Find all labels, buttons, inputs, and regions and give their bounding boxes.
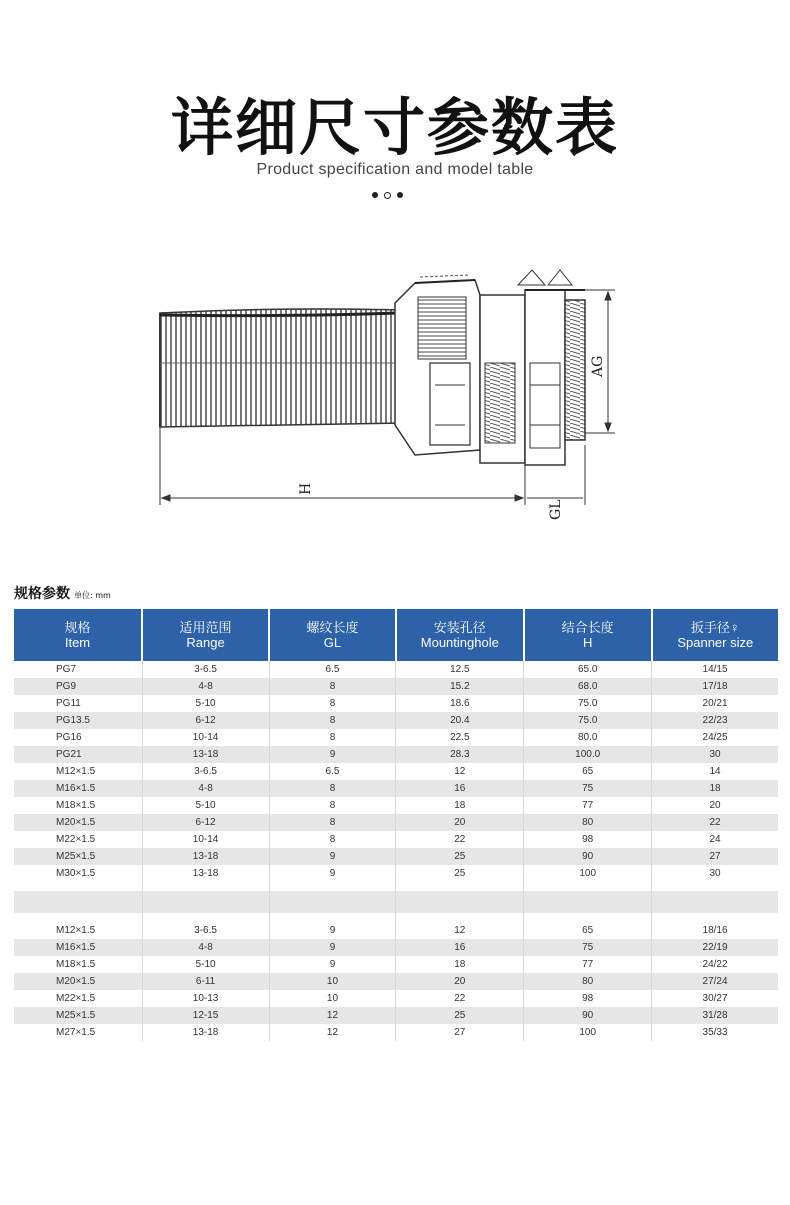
- table-cell: M12×1.5: [14, 922, 142, 939]
- dimension-label-gl: GL: [548, 499, 564, 520]
- table-cell: 75.0: [524, 695, 652, 712]
- column-header: [524, 609, 652, 661]
- table-cell: 8: [269, 678, 396, 695]
- table-cell: 100: [524, 865, 652, 882]
- table-row: [14, 973, 778, 990]
- table-cell: 80: [524, 814, 652, 831]
- table-cell: 12: [396, 922, 524, 939]
- table-cell: 18: [396, 797, 524, 814]
- column-header-cn: 螺纹长度: [306, 620, 359, 635]
- table-cell: 22: [396, 990, 524, 1007]
- page-subtitle: Product specification and model table: [256, 161, 534, 178]
- table-cell: 27: [396, 1024, 524, 1041]
- dimension-label-h: H: [298, 482, 314, 495]
- table-row: [14, 712, 778, 729]
- table-row: [14, 1007, 778, 1024]
- table-cell: 31/28: [652, 1007, 778, 1024]
- table-cell: 16: [396, 939, 524, 956]
- table-cell: M25×1.5: [14, 1007, 142, 1024]
- table-cell: PG7: [14, 661, 142, 678]
- table-cell: M12×1.5: [14, 763, 142, 780]
- table-cell: 8: [269, 780, 396, 797]
- spec-table: [14, 609, 778, 1041]
- table-cell: 24/22: [652, 956, 778, 973]
- table-cell: PG9: [14, 678, 142, 695]
- dot-icon: [384, 192, 391, 199]
- table-cell: 6.5: [269, 661, 396, 678]
- table-cell: M30×1.5: [14, 865, 142, 882]
- table-cell: 65.0: [524, 661, 652, 678]
- table-cell: 12-15: [142, 1007, 269, 1024]
- table-cell: 18: [652, 780, 778, 797]
- page-title: 详细尺寸参数表: [170, 91, 619, 164]
- table-cell: 3-6.5: [142, 922, 269, 939]
- table-cell: 80.0: [524, 729, 652, 746]
- table-cell: 20: [396, 814, 524, 831]
- table-cell: 68.0: [524, 678, 652, 695]
- table-cell: 9: [269, 922, 396, 939]
- table-cell: 4-8: [142, 939, 269, 956]
- table-cell: 9: [269, 865, 396, 882]
- table-cell: 12: [269, 1007, 396, 1024]
- table-cell: M18×1.5: [14, 956, 142, 973]
- table-cell: 22/23: [652, 712, 778, 729]
- column-header-cn: 适用范围: [179, 620, 232, 635]
- table-cell: 30/27: [652, 990, 778, 1007]
- column-header-cn: 规格: [64, 620, 91, 635]
- table-cell: 12: [396, 763, 524, 780]
- column-header-en: Item: [64, 635, 91, 650]
- table-row: [14, 780, 778, 797]
- table-cell: 98: [524, 831, 652, 848]
- column-header-cn: 扳手径♀: [690, 620, 740, 635]
- table-cell: M16×1.5: [14, 939, 142, 956]
- table-cell: 18.6: [396, 695, 524, 712]
- column-header: [652, 609, 778, 661]
- table-cell: 14/15: [652, 661, 778, 678]
- table-cell: 12.5: [396, 661, 524, 678]
- table-row: [14, 746, 778, 763]
- table-cell: 27/24: [652, 973, 778, 990]
- table-cell: M22×1.5: [14, 990, 142, 1007]
- table-cell: 20.4: [396, 712, 524, 729]
- table-cell: 5-10: [142, 797, 269, 814]
- table-cell: 8: [269, 729, 396, 746]
- table-cell: 22: [396, 831, 524, 848]
- table-separator: [14, 913, 778, 922]
- table-cell: 3-6.5: [142, 763, 269, 780]
- table-cell: 24: [652, 831, 778, 848]
- table-cell: 90: [524, 1007, 652, 1024]
- table-separator: [14, 882, 778, 891]
- table-cell: 9: [269, 848, 396, 865]
- table-cell: 22: [652, 814, 778, 831]
- table-cell: 13-18: [142, 865, 269, 882]
- table-cell: 20: [396, 973, 524, 990]
- decorative-dots: [372, 192, 418, 202]
- table-row: [14, 763, 778, 780]
- dot-icon: [397, 192, 403, 198]
- table-row: [14, 990, 778, 1007]
- table-row: [14, 865, 778, 882]
- table-cell: 25: [396, 865, 524, 882]
- table-row: [14, 797, 778, 814]
- table-cell: PG16: [14, 729, 142, 746]
- table-row: [14, 814, 778, 831]
- table-cell: 15.2: [396, 678, 524, 695]
- column-header: [269, 609, 396, 661]
- column-header-en: Mountinghole: [420, 635, 499, 650]
- column-header: [14, 609, 142, 661]
- table-cell: 80: [524, 973, 652, 990]
- column-header-cn: 安装孔径: [433, 620, 486, 635]
- table-row: [14, 1024, 778, 1041]
- table-cell: 75.0: [524, 712, 652, 729]
- table-cell: 65: [524, 922, 652, 939]
- table-cell: M20×1.5: [14, 973, 142, 990]
- table-cell: 8: [269, 814, 396, 831]
- dimension-label-ag: AG: [590, 355, 606, 377]
- column-header-en: Spanner size: [677, 635, 754, 650]
- table-cell: 27: [652, 848, 778, 865]
- table-cell: PG21: [14, 746, 142, 763]
- table-cell: 22/19: [652, 939, 778, 956]
- table-row: [14, 831, 778, 848]
- table-cell: 100: [524, 1024, 652, 1041]
- table-cell: 3-6.5: [142, 661, 269, 678]
- table-cell: 8: [269, 797, 396, 814]
- table-cell: 18: [396, 956, 524, 973]
- table-cell: 16: [396, 780, 524, 797]
- table-cell: 25: [396, 1007, 524, 1024]
- table-cell: 6.5: [269, 763, 396, 780]
- table-cell: PG11: [14, 695, 142, 712]
- gland-body: [480, 270, 585, 465]
- table-cell: 13-18: [142, 848, 269, 865]
- spec-heading: [14, 583, 111, 603]
- table-row: [14, 848, 778, 865]
- table-cell: 65: [524, 763, 652, 780]
- column-header-en: Range: [186, 635, 225, 650]
- table-cell: 10-14: [142, 831, 269, 848]
- table-row: [14, 695, 778, 712]
- table-cell: M18×1.5: [14, 797, 142, 814]
- table-cell: 98: [524, 990, 652, 1007]
- table-cell: 10: [269, 990, 396, 1007]
- table-cell: 75: [524, 939, 652, 956]
- conduit: [160, 309, 402, 427]
- table-body: [14, 661, 778, 1041]
- table-cell: M22×1.5: [14, 831, 142, 848]
- table-cell: 10: [269, 973, 396, 990]
- table-cell: 6-12: [142, 712, 269, 729]
- table-cell: 77: [524, 797, 652, 814]
- table-cell: 14: [652, 763, 778, 780]
- table-row: [14, 922, 778, 939]
- table-cell: 30: [652, 865, 778, 882]
- table-cell: M25×1.5: [14, 848, 142, 865]
- table-cell: 77: [524, 956, 652, 973]
- cable-gland-drawing: [140, 255, 620, 525]
- table-cell: 12: [269, 1024, 396, 1041]
- table-cell: 8: [269, 831, 396, 848]
- table-cell: 13-18: [142, 746, 269, 763]
- table-cell: 9: [269, 956, 396, 973]
- column-header-cn: 结合长度: [561, 620, 614, 635]
- table-cell: 25: [396, 848, 524, 865]
- table-cell: 20: [652, 797, 778, 814]
- table-cell: PG13.5: [14, 712, 142, 729]
- table-cell: 75: [524, 780, 652, 797]
- table-cell: M16×1.5: [14, 780, 142, 797]
- column-header: [142, 609, 269, 661]
- column-header-en: H: [582, 635, 593, 650]
- table-cell: M20×1.5: [14, 814, 142, 831]
- cap-nut: [395, 275, 480, 455]
- table-cell: 22.5: [396, 729, 524, 746]
- table-cell: 9: [269, 746, 396, 763]
- table-row: [14, 729, 778, 746]
- table-row: [14, 956, 778, 973]
- table-cell: 30: [652, 746, 778, 763]
- table-header-row: [14, 609, 778, 661]
- table-cell: M27×1.5: [14, 1024, 142, 1041]
- table-cell: 5-10: [142, 956, 269, 973]
- column-header: [396, 609, 524, 661]
- table-cell: 6-12: [142, 814, 269, 831]
- table-cell: 18/16: [652, 922, 778, 939]
- table-cell: 5-10: [142, 695, 269, 712]
- dot-icon: [372, 192, 378, 198]
- table-cell: 4-8: [142, 678, 269, 695]
- table-cell: 100.0: [524, 746, 652, 763]
- table-cell: 35/33: [652, 1024, 778, 1041]
- table-row: [14, 661, 778, 678]
- table-cell: 20/21: [652, 695, 778, 712]
- table-cell: 24/25: [652, 729, 778, 746]
- table-cell: 17/18: [652, 678, 778, 695]
- table-cell: 90: [524, 848, 652, 865]
- table-cell: 4-8: [142, 780, 269, 797]
- table-cell: 10-14: [142, 729, 269, 746]
- table-cell: 10-13: [142, 990, 269, 1007]
- column-header-en: GL: [323, 635, 342, 650]
- spec-unit: 单位: mm: [74, 591, 111, 600]
- spec-heading-text: 规格参数: [14, 586, 70, 602]
- table-cell: 9: [269, 939, 396, 956]
- table-cell: 8: [269, 695, 396, 712]
- table-row: [14, 678, 778, 695]
- table-cell: 28.3: [396, 746, 524, 763]
- table-cell: 13-18: [142, 1024, 269, 1041]
- table-row: [14, 939, 778, 956]
- table-cell: 8: [269, 712, 396, 729]
- table-cell: 6-11: [142, 973, 269, 990]
- table-separator: [14, 891, 778, 913]
